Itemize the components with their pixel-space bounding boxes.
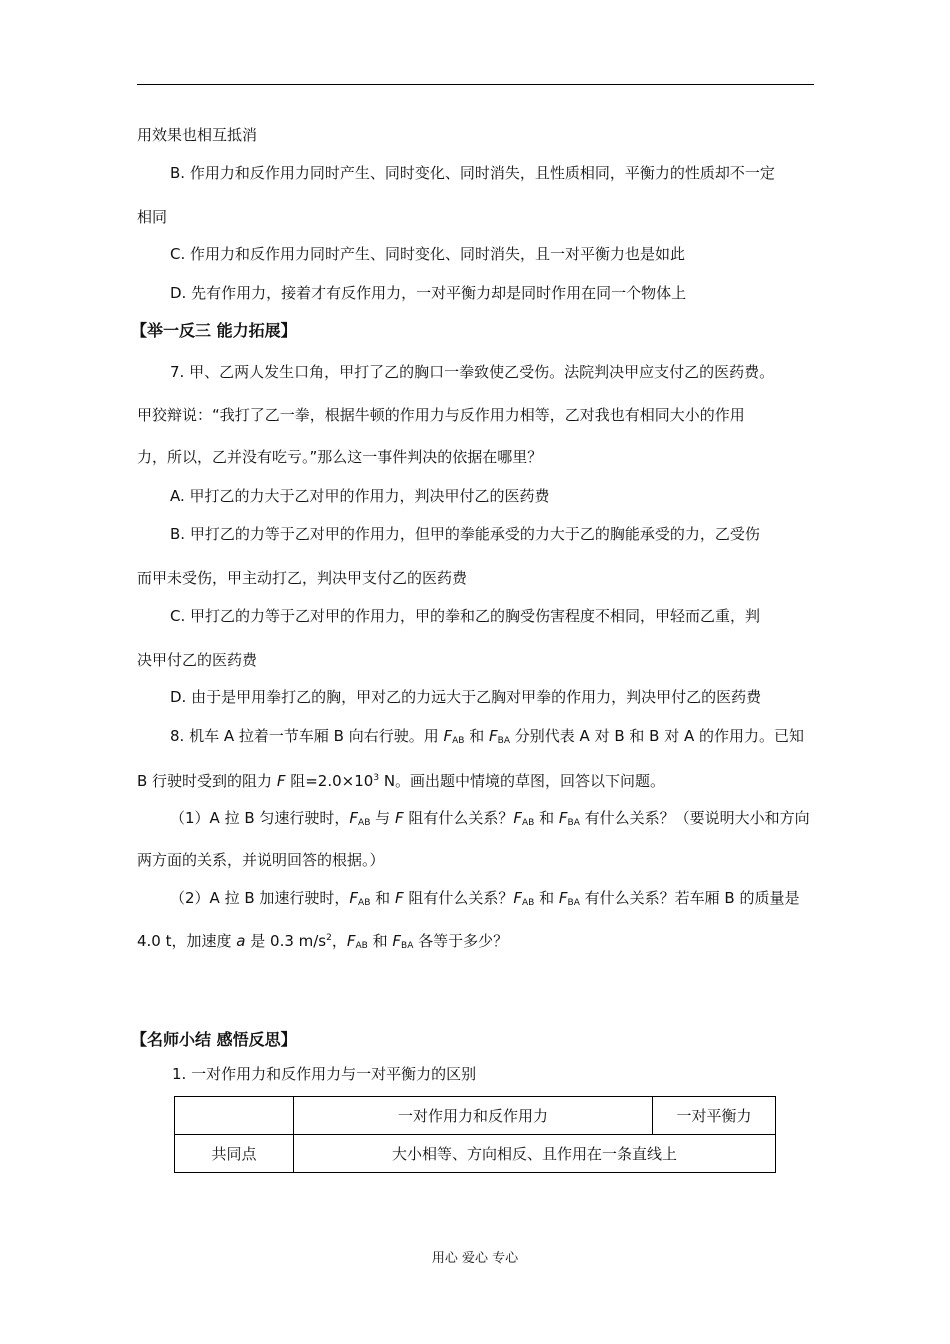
table-row-label: 共同点 xyxy=(175,1135,294,1173)
q7-stem-line3: 力，所以，乙并没有吃亏。”那么这一事件判决的依据在哪里？ xyxy=(137,448,543,466)
q7-option-b: B. 甲打乙的力等于乙对甲的作用力，但甲的拳能承受的力大于乙的胸能承受的力，乙受伤 xyxy=(170,525,760,543)
table-header-row xyxy=(175,1097,776,1135)
q6-option-c: C. 作用力和反作用力同时产生、同时变化、同时消失，且一对平衡力也是如此 xyxy=(170,245,686,263)
q7-option-c-continued: 决甲付乙的医药费 xyxy=(137,651,258,669)
page-footer: 用心 爱心 专心 xyxy=(431,1251,519,1266)
q8-part2: （2）A 拉 B 加速行驶时，$F_{AB}$ 和 F 阻有什么关系？$F_{AB}$ 和 $F_{BA}$ 有什么关系？若车厢 B 的质量是 xyxy=(170,889,800,908)
q7-stem-line1: 7. 甲、乙两人发生口角，甲打了乙的胸口一拳致使乙受伤。法院判决甲应支付乙的医药费。 xyxy=(170,363,775,381)
q8-part2-continued: 4.0 t，加速度 a 是 0.3 $m/s^2$，$F_{AB}$ 和 $F_{BA}$ 各等于多少？ xyxy=(137,932,509,951)
q6-option-b: B. 作用力和反作用力同时产生、同时变化、同时消失，且性质相同，平衡力的性质却不一定 xyxy=(170,164,775,182)
q7-option-b-continued: 而甲未受伤，甲主动打乙，判决甲支付乙的医药费 xyxy=(137,569,468,587)
table-header-cell: 一对平衡力 xyxy=(653,1097,776,1135)
table-row xyxy=(175,1135,776,1173)
table-header-cell xyxy=(175,1097,294,1135)
q6-option-d: D. 先有作用力，接着才有反作用力，一对平衡力却是同时作用在同一个物体上 xyxy=(170,284,687,302)
q7-stem-line2: 甲狡辩说：“我打了乙一拳，根据牛顿的作用力与反作用力相等，乙对我也有相同大小的作用 xyxy=(137,406,745,424)
section-heading-summary: 【名师小结 感悟反思】 xyxy=(131,1030,297,1049)
table-cell: 大小相等、方向相反、且作用在一条直线上 xyxy=(294,1135,776,1173)
summary-item-1: 1. 一对作用力和反作用力与一对平衡力的区别 xyxy=(172,1065,477,1083)
header-rule xyxy=(137,84,814,85)
q6-continued-text: 用效果也相互抵消 xyxy=(137,126,258,144)
comparison-table xyxy=(174,1096,776,1173)
q6-option-b-continued: 相同 xyxy=(137,208,168,226)
q8-part1: （1）A 拉 B 匀速行驶时，$F_{AB}$ 与 F 阻有什么关系？$F_{AB}$ 和 $F_{BA}$ 有什么关系？（要说明大小和方向 xyxy=(170,809,810,828)
section-heading-extend: 【举一反三 能力拓展】 xyxy=(131,321,297,340)
q8-part1-continued: 两方面的关系，并说明回答的根据。） xyxy=(137,851,385,869)
q7-option-a: A. 甲打乙的力大于乙对甲的作用力，判决甲付乙的医药费 xyxy=(170,487,550,505)
q8-stem-line2: B 行驶时受到的阻力 F 阻$=2.0\times 10^3$ N。画出题中情境的草图，回答以下问题。 xyxy=(137,772,666,790)
q7-option-d: D. 由于是甲用拳打乙的胸，甲对乙的力远大于乙胸对甲拳的作用力，判决甲付乙的医药费 xyxy=(170,688,762,706)
table-header-cell: 一对作用力和反作用力 xyxy=(294,1097,653,1135)
q8-stem-line1: 8. 机车 A 拉着一节车厢 B 向右行驶。用 $F_{AB}$ 和 $F_{BA}$ 分别代表 A 对 B 和 B 对 A 的作用力。已知 xyxy=(170,727,805,746)
q7-option-c: C. 甲打乙的力等于乙对甲的作用力，甲的拳和乙的胸受伤害程度不相同，甲轻而乙重，判 xyxy=(170,607,761,625)
